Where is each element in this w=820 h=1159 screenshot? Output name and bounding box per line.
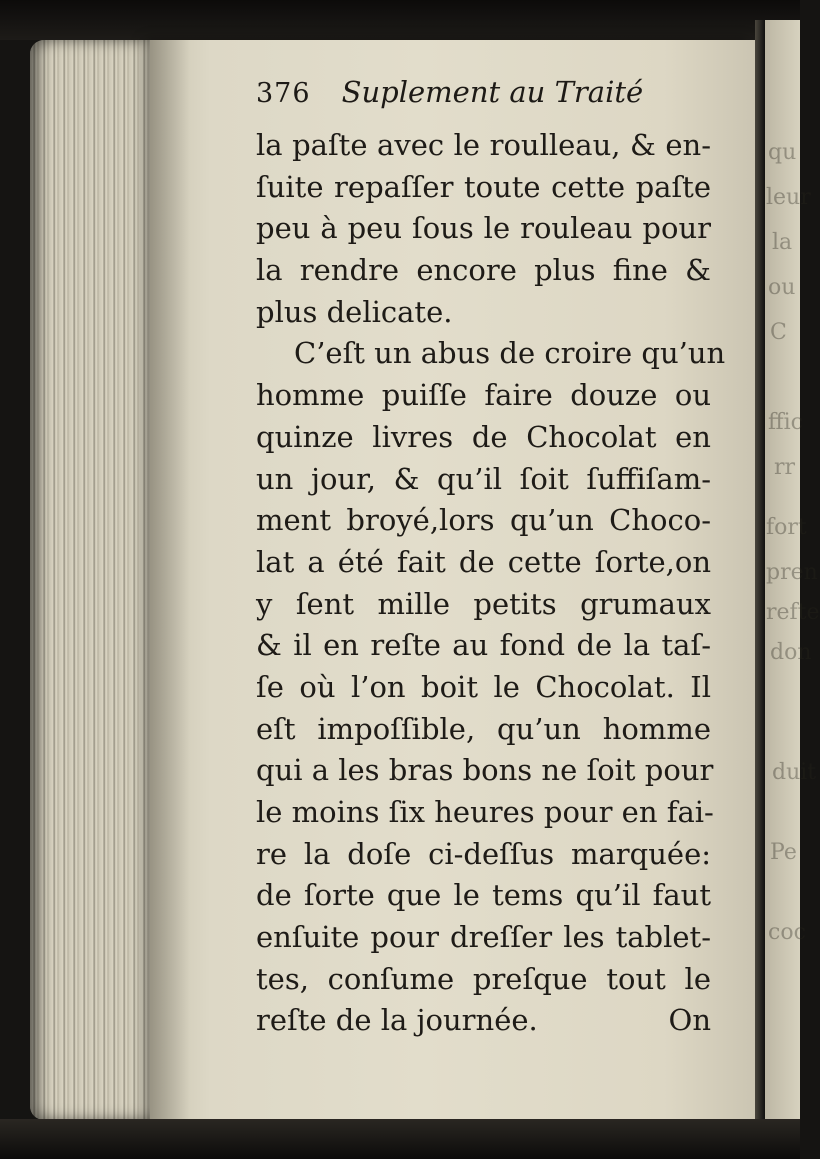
text-line: le moins ſix heures pour en fai- xyxy=(256,795,714,829)
text-line: un jour, & qu’il ſoit ſuffiſam- xyxy=(256,461,711,496)
facing-page-fragment: coc xyxy=(768,920,806,945)
page-header xyxy=(256,75,643,115)
text-line: enſuite pour dreſſer les tablet- xyxy=(256,920,711,955)
facing-page-fragment: refte xyxy=(766,600,820,625)
bottom-shadow xyxy=(0,1119,800,1159)
text-line: ſuite repaſſer toute cette paſte xyxy=(256,169,711,204)
text-line: & il en reſte au fond de la taſ- xyxy=(256,628,711,663)
page-shade xyxy=(150,40,190,1125)
facing-page-fragment: rr xyxy=(774,455,796,480)
text-line: tes, conſume preſque tout le xyxy=(256,961,711,996)
text-line: re la doſe ci-deſſus marquée: xyxy=(256,836,711,871)
facing-page-fragment: ffic xyxy=(768,410,803,435)
text-line: quinze livres de Chocolat en xyxy=(256,419,711,454)
body-text xyxy=(256,125,726,1042)
text-line: qui a les bras bons ne ſoit pour xyxy=(256,753,714,788)
text-line: homme puiſſe faire douze ou xyxy=(256,378,711,413)
text-line: de ſorte que le tems qu’il faut xyxy=(256,878,711,913)
text-line: y ſent mille petits grumaux xyxy=(256,586,711,621)
text-line: ſe où l’on boit le Chocolat. Il xyxy=(256,669,711,704)
facing-page-fragment: pren xyxy=(766,560,818,585)
facing-page-fragment: don xyxy=(770,640,812,665)
text-line: C’eſt un abus de croire qu’un xyxy=(294,336,726,371)
text-line: eſt impoſſible, qu’un homme xyxy=(256,711,711,746)
facing-page-fragment: leur xyxy=(766,185,811,210)
text-line: plus delicate. xyxy=(256,294,453,329)
facing-page-fragment: Pe xyxy=(770,840,797,865)
book-gutter xyxy=(755,20,765,1130)
page-number: 376 xyxy=(256,78,311,109)
text-line: ment broyé,lors qu’un Choco- xyxy=(256,503,711,538)
facing-page-fragment: la xyxy=(772,230,793,255)
text-line: peu à peu ſous le rouleau pour xyxy=(256,211,711,246)
facing-page-fragment: qu xyxy=(768,140,797,165)
facing-page-fragment: duit xyxy=(772,760,817,785)
text-line: la paſte avec le roulleau, & en- xyxy=(256,128,711,162)
facing-page-fragment: C xyxy=(770,320,787,345)
text-line: lat a été fait de cette ſorte,on xyxy=(256,544,711,579)
last-line xyxy=(256,1000,711,1042)
top-shadow xyxy=(0,0,800,40)
catchword: On xyxy=(668,1003,711,1038)
text-line: la rendre encore plus fine & xyxy=(256,253,711,288)
facing-page-fragment: fort xyxy=(766,515,807,540)
running-head: Suplement au Traité xyxy=(341,75,644,109)
facing-page-fragment: ou xyxy=(768,275,796,300)
text-line: reſte de la journée. xyxy=(256,1003,538,1038)
